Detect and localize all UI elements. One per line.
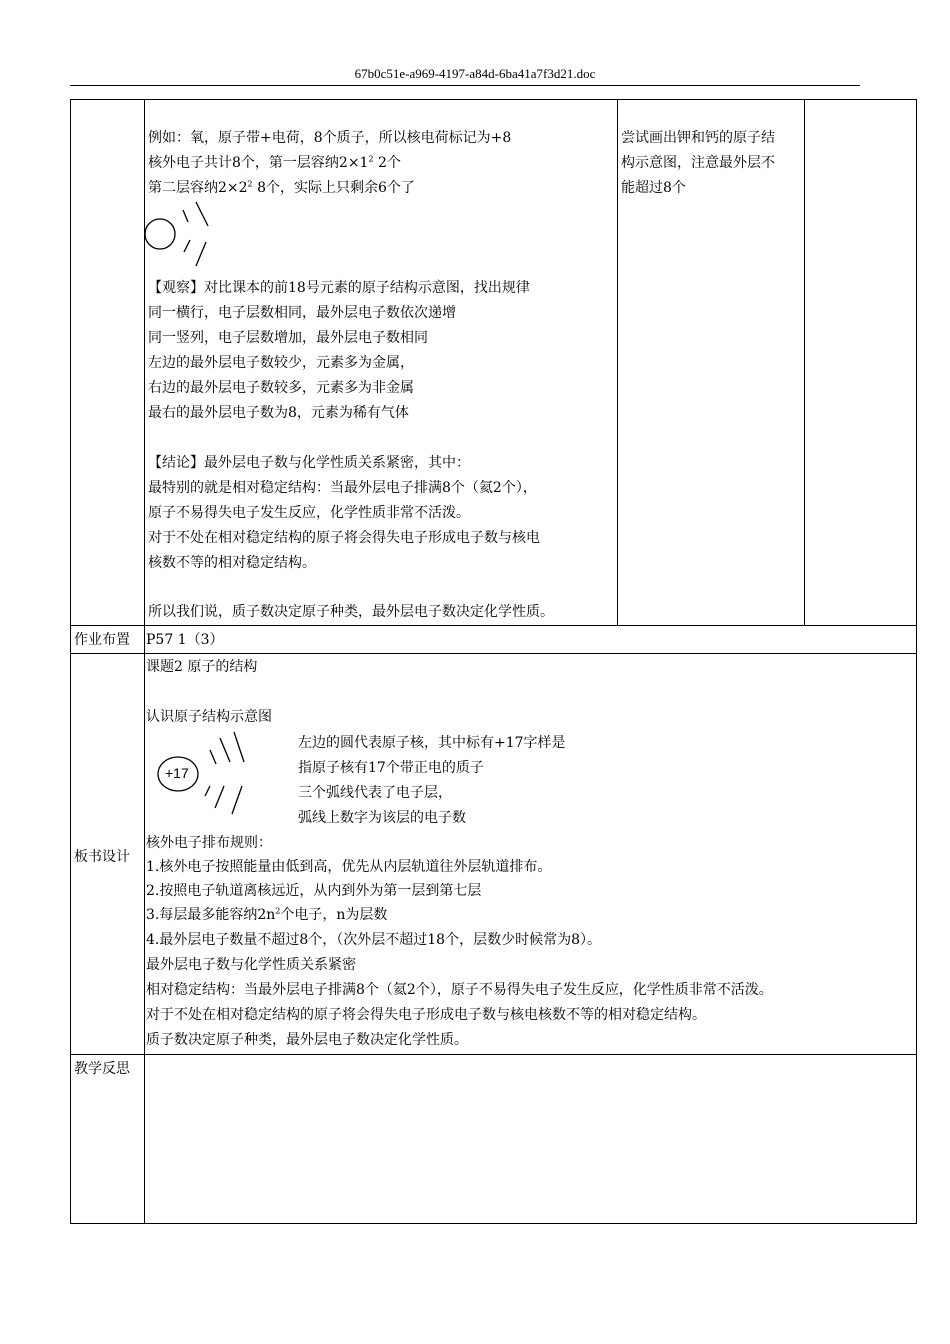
shell-arc-upper-inner	[210, 750, 216, 764]
process-summary: 所以我们说，质子数决定原子种类，最外层电子数决定化学性质。	[148, 604, 554, 620]
oxygen-example-line1: 例如：氧，原子带+电荷，8个质子，所以核电荷标记为+8	[148, 130, 512, 146]
shell-arc-lower-middle	[215, 786, 224, 808]
diagram-note: 左边的圆代表原子核，其中标有+17字样是	[298, 735, 566, 751]
conclusion-line: 原子不易得失电子发生反应，化学性质非常不活泼。	[148, 505, 470, 521]
oxygen-shell-arc-upper-inner	[183, 210, 188, 222]
oxygen-atom-diagram	[140, 196, 220, 276]
observation-line: 同一横行，电子层数相同，最外层电子数依次递增	[148, 305, 456, 321]
oxygen-line2-superscript: 2	[368, 154, 374, 164]
rules-title: 核外电子排布规则：	[146, 835, 272, 851]
table-border-top	[70, 99, 917, 100]
table-border-left	[70, 99, 71, 1224]
notes-column-divider	[804, 99, 805, 625]
board-title: 课题2 原子的结构	[146, 659, 258, 675]
board-tail-line: 最外层电子数与化学性质关系紧密	[146, 957, 356, 973]
oxygen-shell-arc-upper-outer	[196, 202, 208, 226]
nucleus-label: +17	[165, 765, 189, 781]
oxygen-shell-arc-lower-inner	[184, 240, 190, 252]
conclusion-line: 【结论】最外层电子数与化学性质关系紧密，其中：	[148, 455, 470, 471]
diagram-note: 三个弧线代表了电子层，	[298, 785, 452, 801]
oxygen-shell-arc-lower-outer	[196, 242, 206, 266]
oxygen-line3-superscript: 2	[247, 179, 253, 189]
rule-item-2: 2.按照电子轨道离核远近，从内到外为第一层到第七层	[146, 883, 482, 899]
conclusion-line: 最特别的就是相对稳定结构：当最外层电子排满8个（氦2个），	[148, 480, 537, 496]
shell-arc-lower-outer	[232, 786, 242, 814]
homework-content: P57 1（3）	[146, 632, 224, 648]
observation-line: 【观察】对比课本的前18号元素的原子结构示意图，找出规律	[148, 280, 530, 296]
observation-line: 右边的最外层电子数较多，元素多为非金属	[148, 380, 414, 396]
rule-item-1: 1.核外电子按照能量由低到高，优先从内层轨道往外层轨道排布。	[146, 859, 552, 875]
board-tail-line: 质子数决定原子种类，最外层电子数决定化学性质。	[146, 1032, 468, 1048]
board-tail-line: 对于不处在相对稳定结构的原子将会得失电子形成电子数与核电核数不等的相对稳定结构。	[146, 1007, 706, 1023]
shell-arc-upper-outer	[234, 732, 244, 762]
activity-column-divider	[617, 99, 618, 625]
reflection-label: 教学反思	[74, 1061, 130, 1077]
oxygen-line2-tail: 2个	[373, 155, 401, 171]
conclusion-line: 对于不处在相对稳定结构的原子将会得失电子形成电子数与核电	[148, 530, 540, 546]
oxygen-line2-text: 核外电子共计8个，第一层容纳2×1	[148, 155, 369, 171]
diagram-note: 指原子核有17个带正电的质子	[298, 760, 484, 776]
board-subtitle: 认识原子结构示意图	[146, 709, 272, 725]
student-activity-line: 尝试画出钾和钙的原子结	[621, 130, 775, 146]
document-filename: 67b0c51e-a969-4197-a84d-6ba41a7f3d21.doc	[354, 66, 596, 81]
shell-arc-lower-inner	[205, 786, 210, 796]
row-divider-reflection-top	[70, 1054, 917, 1055]
row-divider-homework-top	[70, 625, 917, 626]
row-divider-board-top	[70, 653, 917, 654]
table-border-bottom	[70, 1223, 917, 1224]
oxygen-example-line2	[148, 151, 401, 176]
diagram-note: 弧线上数字为该层的电子数	[298, 810, 466, 826]
board-tail-line: 相对稳定结构：当最外层电子排满8个（氦2个），原子不易得失电子发生反应，化学性质非常不活泼。	[146, 982, 773, 998]
rule3-text: 3.每层最多能容纳2n	[146, 907, 276, 923]
observation-line: 同一竖列，电子层数增加，最外层电子数相同	[148, 330, 428, 346]
observation-line: 左边的最外层电子数较少，元素多为金属，	[148, 355, 414, 371]
homework-label: 作业布置	[74, 632, 130, 648]
oxygen-nucleus-circle	[145, 219, 175, 249]
shell-arc-upper-middle	[220, 738, 230, 762]
oxygen-line3-text: 第二层容纳2×2	[148, 180, 248, 196]
rule-item-3	[146, 903, 387, 928]
conclusion-line: 核数不等的相对稳定结构。	[148, 555, 316, 571]
oxygen-line3-tail: 8个，实际上只剩余6个了	[252, 180, 415, 196]
board-design-label: 板书设计	[74, 849, 130, 865]
observation-line: 最右的最外层电子数为8，元素为稀有气体	[148, 405, 409, 421]
rule3-superscript: 2	[275, 906, 281, 916]
student-activity-line: 能超过8个	[621, 180, 686, 196]
rule3-tail: 个电子，n为层数	[280, 907, 388, 923]
rule-item-4: 4.最外层电子数量不超过8个，（次外层不超过18个，层数少时候常为8）。	[146, 932, 601, 948]
student-activity-line: 构示意图，注意最外层不	[621, 155, 775, 171]
table-border-right	[916, 99, 917, 1224]
